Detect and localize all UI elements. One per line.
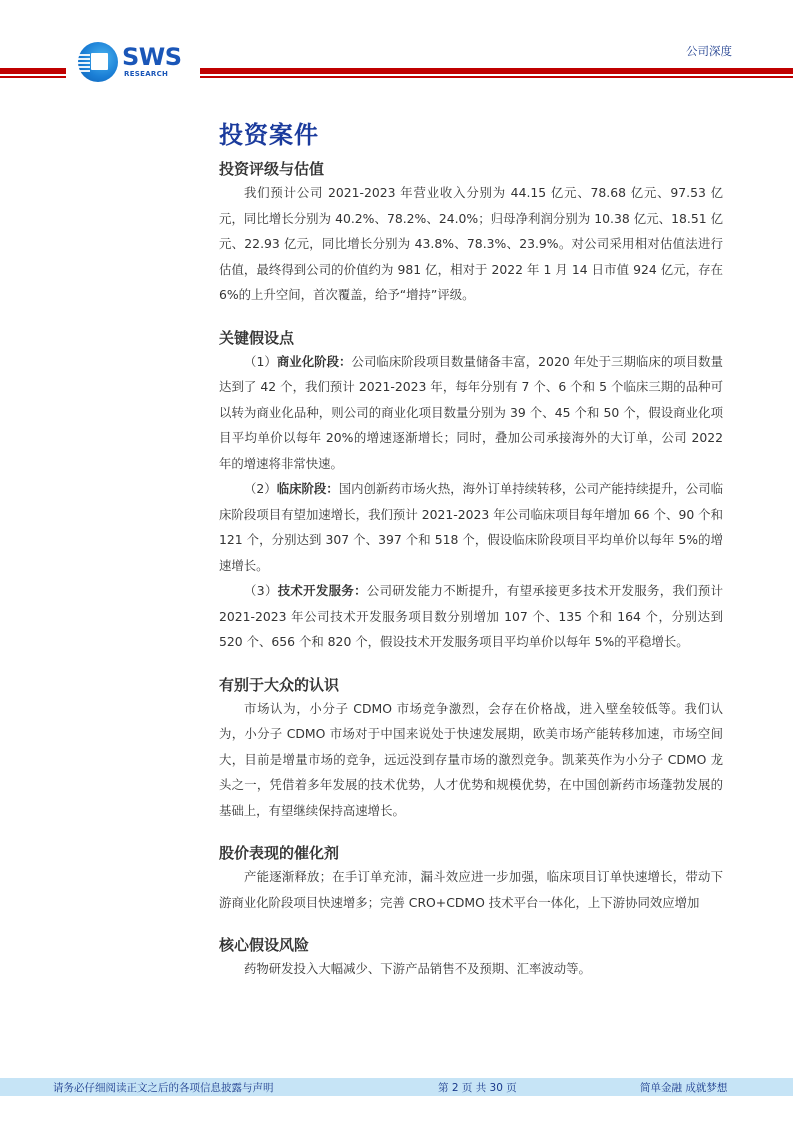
assumption-label: 商业化阶段： [276, 353, 352, 369]
section-title-contrarian-view: 有别于大众的认识 [219, 675, 340, 694]
section-title-risks: 核心假设风险 [219, 936, 310, 954]
footer-slogan: 简单金融 成就梦想 [640, 1082, 728, 1094]
sws-research-logo [78, 42, 188, 86]
section-title-valuation: 投资评级与估值 [219, 160, 325, 178]
logo-subtext: RESEARCH [124, 70, 169, 78]
section-title-catalysts: 股价表现的催化剂 [219, 844, 340, 862]
logo-text: SWS [122, 43, 182, 71]
assumption-label: 临床阶段： [276, 481, 339, 496]
page-title: 投资案件 [219, 121, 319, 149]
logo-globe-icon [78, 42, 118, 82]
assumption-item-tech-dev: （3）技术开发服务：公司研发能力不断提升，有望承接更多技术开发服务，我们预计 2021-2023 年公司技术开发服务项目数分别增加 107 个、135 个和 164 个，分别达到 520 个、656 个和 820 个，假设技术开发服务项目平均单价以每年 5%的平稳增长。 [219, 583, 724, 649]
document-body [219, 118, 723, 982]
header-rule-left-thin [0, 76, 66, 78]
valuation-paragraph: 我们预计公司 2021-2023 年营业收入分别为 44.15 亿元、78.68 亿元、97.53 亿元，同比增长分别为 40.2%、78.2%、24.0%；归母净利润分别为 10.38 亿元、18.51 亿元、22.93 亿元，同比增长分别为 43.8%、78.3%、23.9%。对公司采用相对估值法进行估值，最终得到公司的价值约为 981 亿，相对于 2022 年 1 月 14 日市值 924 亿元，存在 6%的上升空间，首次覆盖，给予“增持”评级。 [219, 185, 723, 302]
header-rule-right-thin [200, 76, 793, 78]
assumption-item-commercial: （1）商业化阶段：公司临床阶段项目数量储备丰富，2020 年处于三期临床的项目数量达到了 42 个，我们预计 2021-2023 年，每年分别有 7 个、6 个和 5 个临床三期的品种可以转为商业化品种，则公司的商业化项目数量分别为 39 个、45 个和 50 个，假设商业化项目平均单价以每年 20%的增速逐渐增长；同时，叠加公司承接海外的大订单，公司 2022 年的增速将非常快速。 [219, 353, 723, 471]
report-type-label: 公司深度 [686, 44, 732, 58]
assumption-item-clinical: （2）临床阶段：国内创新药市场火热，海外订单持续转移，公司产能持续提升，公司临床阶段项目有望加速增长，我们预计 2021-2023 年公司临床项目每年增加 66 个、90 个和 121 个，分别达到 307 个、397 个和 518 个，假设临床阶段项目平均单价以每年 5%的增速增长。 [219, 481, 724, 573]
footer-page-number: 第 2 页 共 30 页 [438, 1082, 517, 1094]
catalysts-paragraph: 产能逐渐释放；在手订单充沛，漏斗效应进一步加强，临床项目订单快速增长，带动下游商业化阶段项目快速增多；完善 CRO+CDMO 技术平台一体化，上下游协同效应增加 [219, 869, 723, 910]
footer-disclaimer: 请务必仔细阅读正文之后的各项信息披露与声明 [53, 1082, 274, 1094]
risks-paragraph: 药物研发投入大幅减少、下游产品销售不及预期、汇率波动等。 [244, 961, 591, 976]
section-title-key-assumptions: 关键假设点 [219, 328, 295, 347]
contrarian-view-paragraph: 市场认为，小分子 CDMO 市场竞争激烈，会存在价格战，进入壁垒较低等。我们认为，小分子 CDMO 市场对于中国来说处于快速发展期，欧美市场产能转移加速，市场空间大，目前是增量市场的竞争，远远没到存量市场的激烈竞争。凯莱英作为小分子 CDMO 龙头之一，凭借着多年发展的技术优势，人才优势和规模优势，在中国创新药市场蓬勃发展的基础上，有望继续保持高速增长。 [219, 700, 723, 818]
header-rule-left-thick [0, 68, 66, 74]
assumption-label: 技术开发服务： [277, 583, 367, 598]
header-rule-right-thick [200, 68, 793, 74]
